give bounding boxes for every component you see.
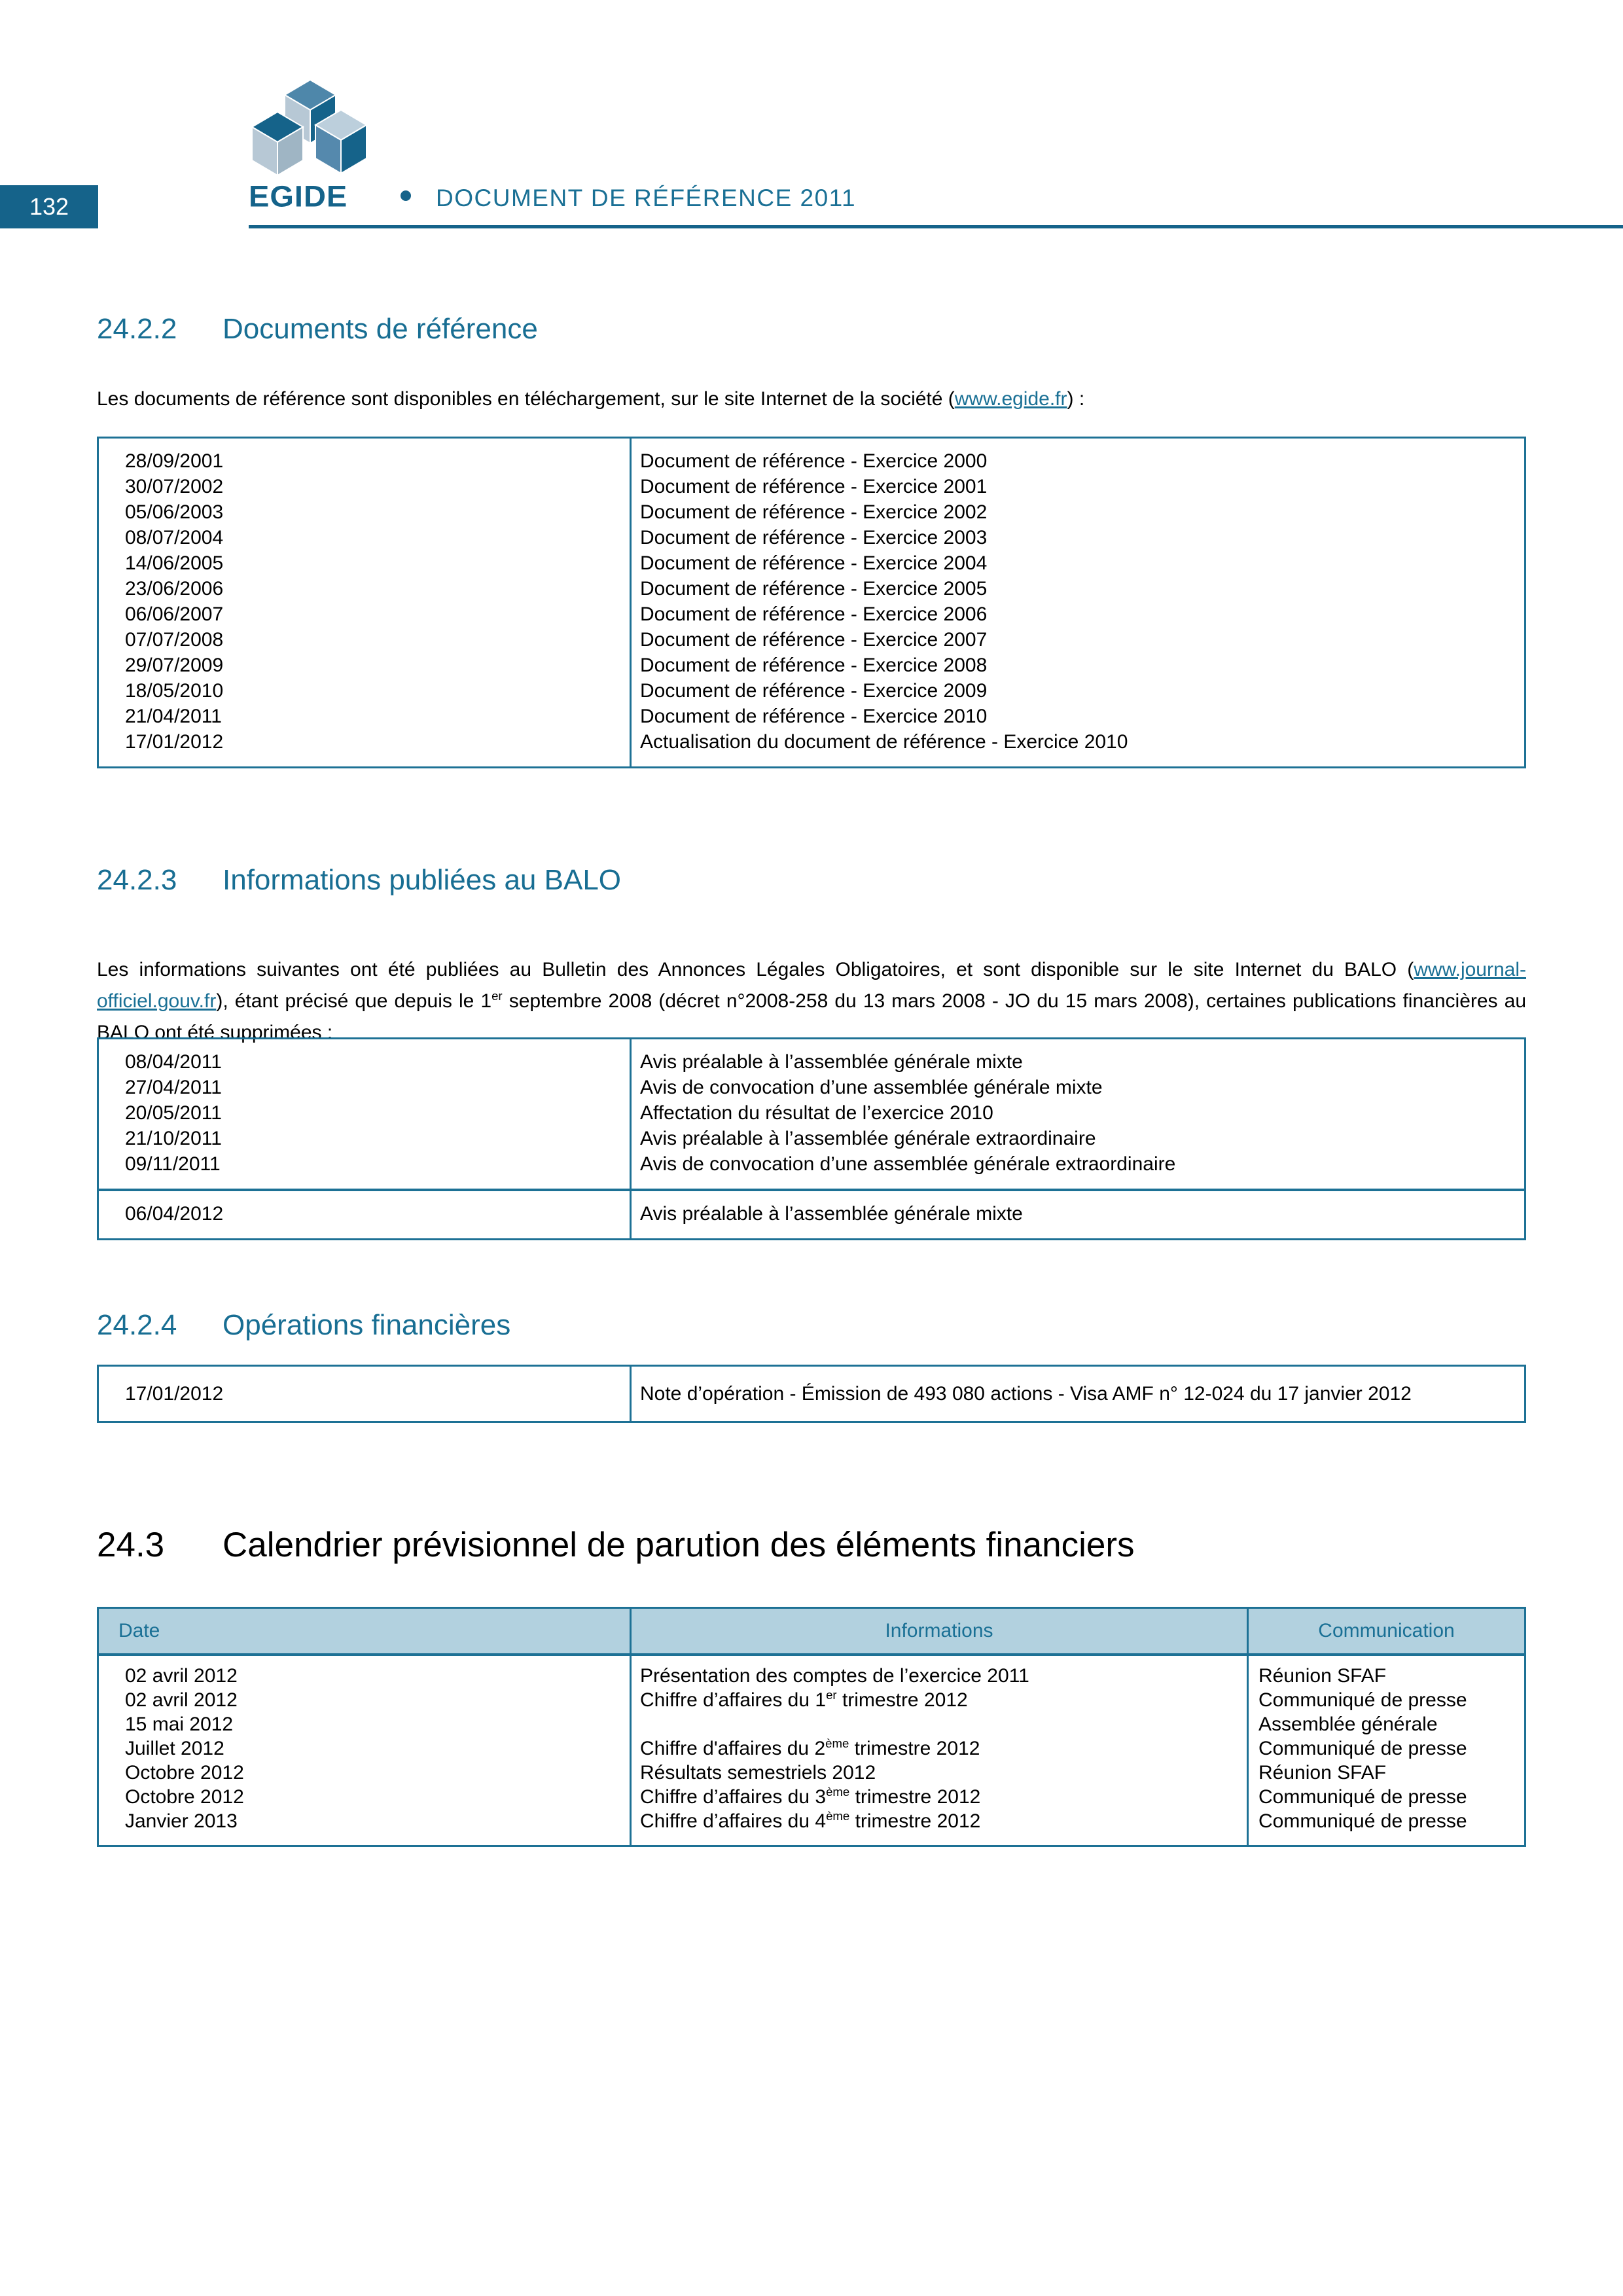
column-header-informations: Informations <box>630 1609 1247 1653</box>
table-cell: 27/04/2011 <box>125 1077 222 1098</box>
section-number: 24.2.4 <box>97 1309 177 1341</box>
table-cell: 02 avril 2012 <box>125 1689 238 1711</box>
table-cell: Octobre 2012 <box>125 1786 244 1808</box>
date-column <box>99 1039 630 1189</box>
table-cell: 29/07/2009 <box>125 655 224 676</box>
table-cell: Avis préalable à l’assemblée générale mixte <box>640 1203 1023 1225</box>
paragraph-text: ) : <box>1067 388 1085 410</box>
superscript: er <box>491 989 503 1003</box>
balo-paragraph <box>97 954 1526 1049</box>
paragraph-text: Les informations suivantes ont été publiées au Bulletin des Annonces Légales Obligatoires, et sont disponible sur le site Internet du BALO ( <box>97 959 1414 980</box>
documents-intro-paragraph <box>97 384 1526 415</box>
documents-table <box>97 437 1526 768</box>
table-cell: Assemblée générale <box>1258 1713 1438 1735</box>
table-cell: 14/06/2005 <box>125 552 224 574</box>
table-cell: 08/04/2011 <box>125 1051 222 1073</box>
table-cell: Document de référence - Exercice 2002 <box>640 501 988 523</box>
section-title: Informations publiées au BALO <box>223 864 622 896</box>
documents-table-body <box>99 439 1524 766</box>
header-bullet-icon <box>401 190 411 201</box>
table-cell: Document de référence - Exercice 2004 <box>640 552 988 574</box>
table-cell: 30/07/2002 <box>125 476 224 497</box>
table-cell: Document de référence - Exercice 2003 <box>640 527 988 548</box>
table-cell: 02 avril 2012 <box>125 1665 238 1687</box>
document-title: DOCUMENT DE RÉFÉRENCE 2011 <box>436 185 857 211</box>
table-cell: Juillet 2012 <box>125 1738 224 1759</box>
table-cell <box>632 1712 1247 1736</box>
table-cell: Octobre 2012 <box>125 1762 244 1784</box>
column-header-communication: Communication <box>1247 1609 1524 1653</box>
table-cell: 21/04/2011 <box>125 706 222 727</box>
table-cell: 28/09/2001 <box>125 450 224 472</box>
paragraph-text: septembre 2008 (décret n°2008-258 du 13 mars 2008 - JO du 15 mars 2008), certaines publications financières au BALO ont été supprimées : <box>97 990 1527 1043</box>
table-cell: 06/04/2012 <box>125 1203 224 1225</box>
table-cell: Chiffre d’affaires du 1er trimestre 2012 <box>640 1688 968 1711</box>
table-cell: Document de référence - Exercice 2001 <box>640 476 988 497</box>
date-column <box>99 439 630 766</box>
table-cell: Document de référence - Exercice 2000 <box>640 450 988 472</box>
table-cell: Avis préalable à l’assemblée générale extraordinaire <box>640 1128 1096 1149</box>
section-number: 24.3 <box>97 1526 165 1564</box>
section-number: 24.2.2 <box>97 313 177 345</box>
table-cell: 20/05/2011 <box>125 1102 222 1124</box>
date-column <box>99 1191 630 1238</box>
page-number: 132 <box>29 193 69 220</box>
section-title: Documents de référence <box>223 313 538 345</box>
journal-officiel-link[interactable]: www.journal-officiel.gouv.fr <box>97 959 1526 1012</box>
table-cell: Chiffre d’affaires du 4ème trimestre 2012 <box>640 1809 981 1832</box>
table-cell: Janvier 2013 <box>125 1810 238 1832</box>
date-column <box>99 1367 630 1421</box>
table-cell: 17/01/2012 <box>125 731 224 753</box>
table-cell: Réunion SFAF <box>1258 1762 1387 1784</box>
informations-column <box>630 1656 1247 1845</box>
table-cell: Communiqué de presse <box>1258 1786 1467 1808</box>
table-cell: Affectation du résultat de l’exercice 2010 <box>640 1102 993 1124</box>
egide-website-link[interactable]: www.egide.fr <box>954 388 1067 410</box>
paragraph-text: Les documents de référence sont disponibles en téléchargement, sur le site Internet de la société ( <box>97 388 955 410</box>
operations-table <box>97 1365 1526 1423</box>
table-cell: 17/01/2012 <box>125 1383 224 1405</box>
description-column <box>630 1367 1524 1421</box>
table-cell: Communiqué de presse <box>1258 1689 1467 1711</box>
operations-table-body <box>99 1367 1524 1421</box>
table-cell: 08/07/2004 <box>125 527 224 548</box>
calendar-table <box>97 1607 1526 1847</box>
section-heading-balo <box>97 864 621 897</box>
table-cell: 23/06/2006 <box>125 578 224 600</box>
page-number-badge <box>0 185 98 228</box>
table-cell: Document de référence - Exercice 2010 <box>640 706 988 727</box>
balo-table <box>97 1037 1526 1240</box>
description-column <box>630 439 1524 766</box>
header-rule <box>249 225 1623 228</box>
section-title: Opérations financières <box>223 1309 511 1341</box>
table-cell: 21/10/2011 <box>125 1128 222 1149</box>
table-cell: Actualisation du document de référence - Exercice 2010 <box>640 731 1128 753</box>
calendar-table-header <box>99 1609 1524 1656</box>
description-column <box>630 1191 1524 1238</box>
section-heading-operations <box>97 1309 510 1342</box>
table-cell: Chiffre d'affaires du 2ème trimestre 2012 <box>640 1736 980 1759</box>
calendar-table-body <box>99 1656 1524 1845</box>
paragraph-text: ), étant précisé que depuis le 1 <box>216 990 492 1012</box>
communication-column <box>1247 1656 1524 1845</box>
table-cell: Avis de convocation d’une assemblée générale mixte <box>640 1077 1103 1098</box>
table-cell: 18/05/2010 <box>125 680 224 702</box>
section-title: Calendrier prévisionnel de parution des éléments financiers <box>223 1526 1135 1564</box>
table-cell: Avis préalable à l’assemblée générale mixte <box>640 1051 1023 1073</box>
date-column <box>99 1656 630 1845</box>
egide-cubes-logo-icon <box>250 77 371 182</box>
table-cell: 06/06/2007 <box>125 603 224 625</box>
balo-table-group-1 <box>99 1039 1524 1189</box>
table-cell: Document de référence - Exercice 2005 <box>640 578 988 600</box>
table-cell: Document de référence - Exercice 2007 <box>640 629 988 651</box>
table-cell: Communiqué de presse <box>1258 1738 1467 1759</box>
brand-wordmark: EGIDE <box>249 179 348 213</box>
table-cell: Communiqué de presse <box>1258 1810 1467 1832</box>
table-cell: Réunion SFAF <box>1258 1665 1387 1687</box>
table-cell: 07/07/2008 <box>125 629 224 651</box>
table-cell: Présentation des comptes de l’exercice 2011 <box>640 1665 1029 1687</box>
table-cell: Avis de convocation d’une assemblée générale extraordinaire <box>640 1153 1176 1175</box>
table-cell: 05/06/2003 <box>125 501 224 523</box>
table-cell: Chiffre d’affaires du 3ème trimestre 2012 <box>640 1785 981 1808</box>
description-column <box>630 1039 1524 1189</box>
balo-table-group-2 <box>99 1189 1524 1238</box>
column-header-date: Date <box>118 1620 160 1641</box>
table-cell: 15 mai 2012 <box>125 1713 234 1735</box>
section-number: 24.2.3 <box>97 864 177 896</box>
table-cell: Document de référence - Exercice 2009 <box>640 680 988 702</box>
section-heading-documents <box>97 313 538 346</box>
table-cell: Document de référence - Exercice 2008 <box>640 655 988 676</box>
table-cell: Résultats semestriels 2012 <box>640 1762 876 1784</box>
table-cell: Note d’opération - Émission de 493 080 actions - Visa AMF n° 12-024 du 17 janvier 2012 <box>640 1383 1412 1405</box>
table-cell: Document de référence - Exercice 2006 <box>640 603 988 625</box>
section-heading-calendar <box>97 1525 1135 1565</box>
table-cell: 09/11/2011 <box>125 1153 221 1175</box>
